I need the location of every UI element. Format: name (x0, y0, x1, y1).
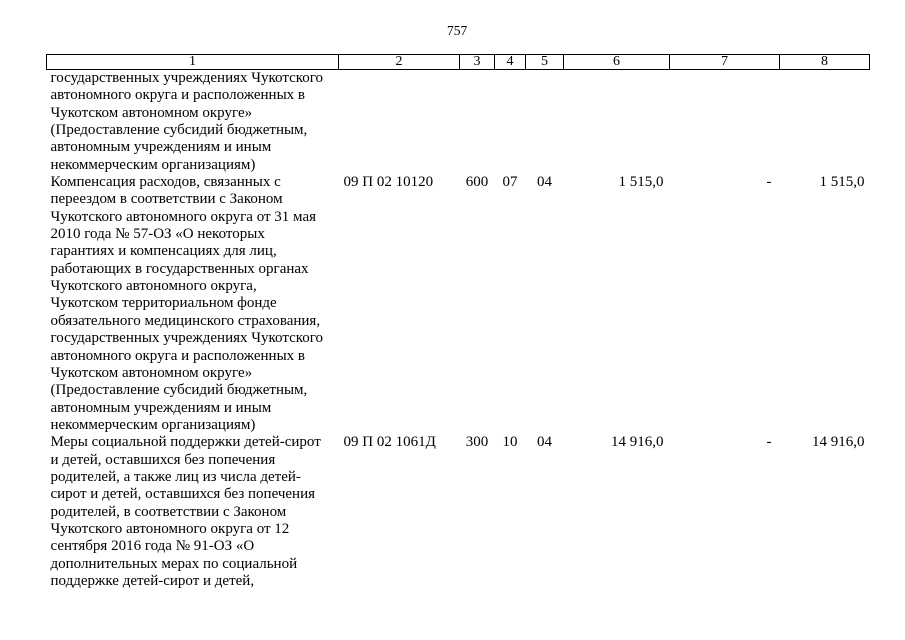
column-5-cell (526, 70, 564, 175)
description-line: сентября 2016 года № 91-ОЗ «О (50, 538, 255, 555)
description-line: Чукотского автономного округа от 12 (50, 520, 290, 537)
description-line: автономного округа и расположенных в (50, 87, 305, 104)
description-line: родителей, а также лиц из числа детей- (50, 468, 301, 485)
header-cell-6: 6 (564, 55, 670, 70)
description-line: Чукотском автономном округе» (50, 104, 253, 121)
description-line: и детей, оставшихся без попечения (50, 451, 276, 468)
description-cell (47, 70, 339, 175)
description-line: Чукотском территориальном фонде (50, 295, 277, 312)
column-5-cell: 04 (537, 174, 552, 191)
header-cell-2: 2 (339, 55, 460, 70)
description-line: работающих в государственных органах (50, 260, 309, 277)
description-line: Чукотского автономного округа, (50, 278, 257, 295)
description-line: Чукотском автономном округе» (50, 364, 253, 381)
column-8-cell: 1 515,0 (819, 174, 865, 191)
column-5-cell: 04 (537, 434, 552, 451)
description-line: (Предоставление субсидий бюджетным, (50, 122, 308, 139)
column-4-cell: 07 (502, 174, 518, 191)
table-row (47, 70, 870, 175)
description-line: автономного округа и расположенных в (50, 347, 305, 364)
column-4-cell: 10 (502, 434, 518, 451)
column-6-cell: 1 515,0 (618, 174, 664, 191)
description-line: некоммерческим организациям) (50, 416, 256, 433)
header-cell-5: 5 (526, 55, 564, 70)
column-6-cell: 14 916,0 (611, 434, 664, 451)
column-7-cell: - (766, 174, 772, 191)
description-line: родителей, в соответствии с Законом (50, 503, 287, 520)
description-line: некоммерческим организациям) (50, 156, 256, 173)
description-line: дополнительных мерах по социальной (50, 555, 298, 572)
description-line: сирот и детей, оставшихся без попечения (50, 486, 316, 503)
code-cell: 09 П 02 1061Д (343, 434, 436, 451)
header-cell-1: 1 (47, 55, 339, 70)
column-8-cell (780, 70, 870, 175)
description-line: автономным учреждениям и иным (50, 399, 272, 416)
table-header-row (47, 55, 870, 70)
header-cell-3: 3 (460, 55, 495, 70)
page-number: 757 (447, 23, 468, 38)
column-7-cell (670, 70, 780, 175)
code-cell (339, 70, 460, 175)
column-4-cell (495, 70, 526, 175)
description-line: переездом в соответствии с Законом (50, 191, 283, 208)
description-line: автономным учреждениям и иным (50, 139, 272, 156)
budget-table (46, 54, 870, 590)
description-line: Компенсация расходов, связанных с (50, 174, 281, 191)
description-cell (47, 434, 339, 590)
header-cell-7: 7 (670, 55, 780, 70)
table-row (47, 174, 870, 434)
description-line: государственных учреждениях Чукотского (50, 330, 324, 347)
description-line: обязательного медицинского страхования, (50, 312, 321, 329)
column-8-cell: 14 916,0 (812, 434, 865, 451)
header-cell-4: 4 (495, 55, 526, 70)
description-line: Меры социальной поддержки детей-сирот (50, 434, 321, 451)
column-3-cell: 600 (465, 174, 489, 191)
description-line: поддержке детей-сирот и детей, (50, 572, 255, 589)
table-row (47, 434, 870, 590)
header-cell-8: 8 (780, 55, 870, 70)
column-3-cell: 300 (465, 434, 489, 451)
description-line: гарантиях и компенсациях для лиц, (50, 243, 277, 260)
column-3-cell (460, 70, 495, 175)
column-6-cell (564, 70, 670, 175)
column-7-cell: - (766, 434, 772, 451)
description-line: 2010 года № 57-ОЗ «О некоторых (50, 226, 265, 243)
description-line: государственных учреждениях Чукотского (50, 70, 324, 86)
description-line: Чукотского автономного округа от 31 мая (50, 208, 316, 225)
code-cell: 09 П 02 10120 (343, 174, 434, 191)
description-line: (Предоставление субсидий бюджетным, (50, 382, 308, 399)
description-cell (47, 174, 339, 434)
